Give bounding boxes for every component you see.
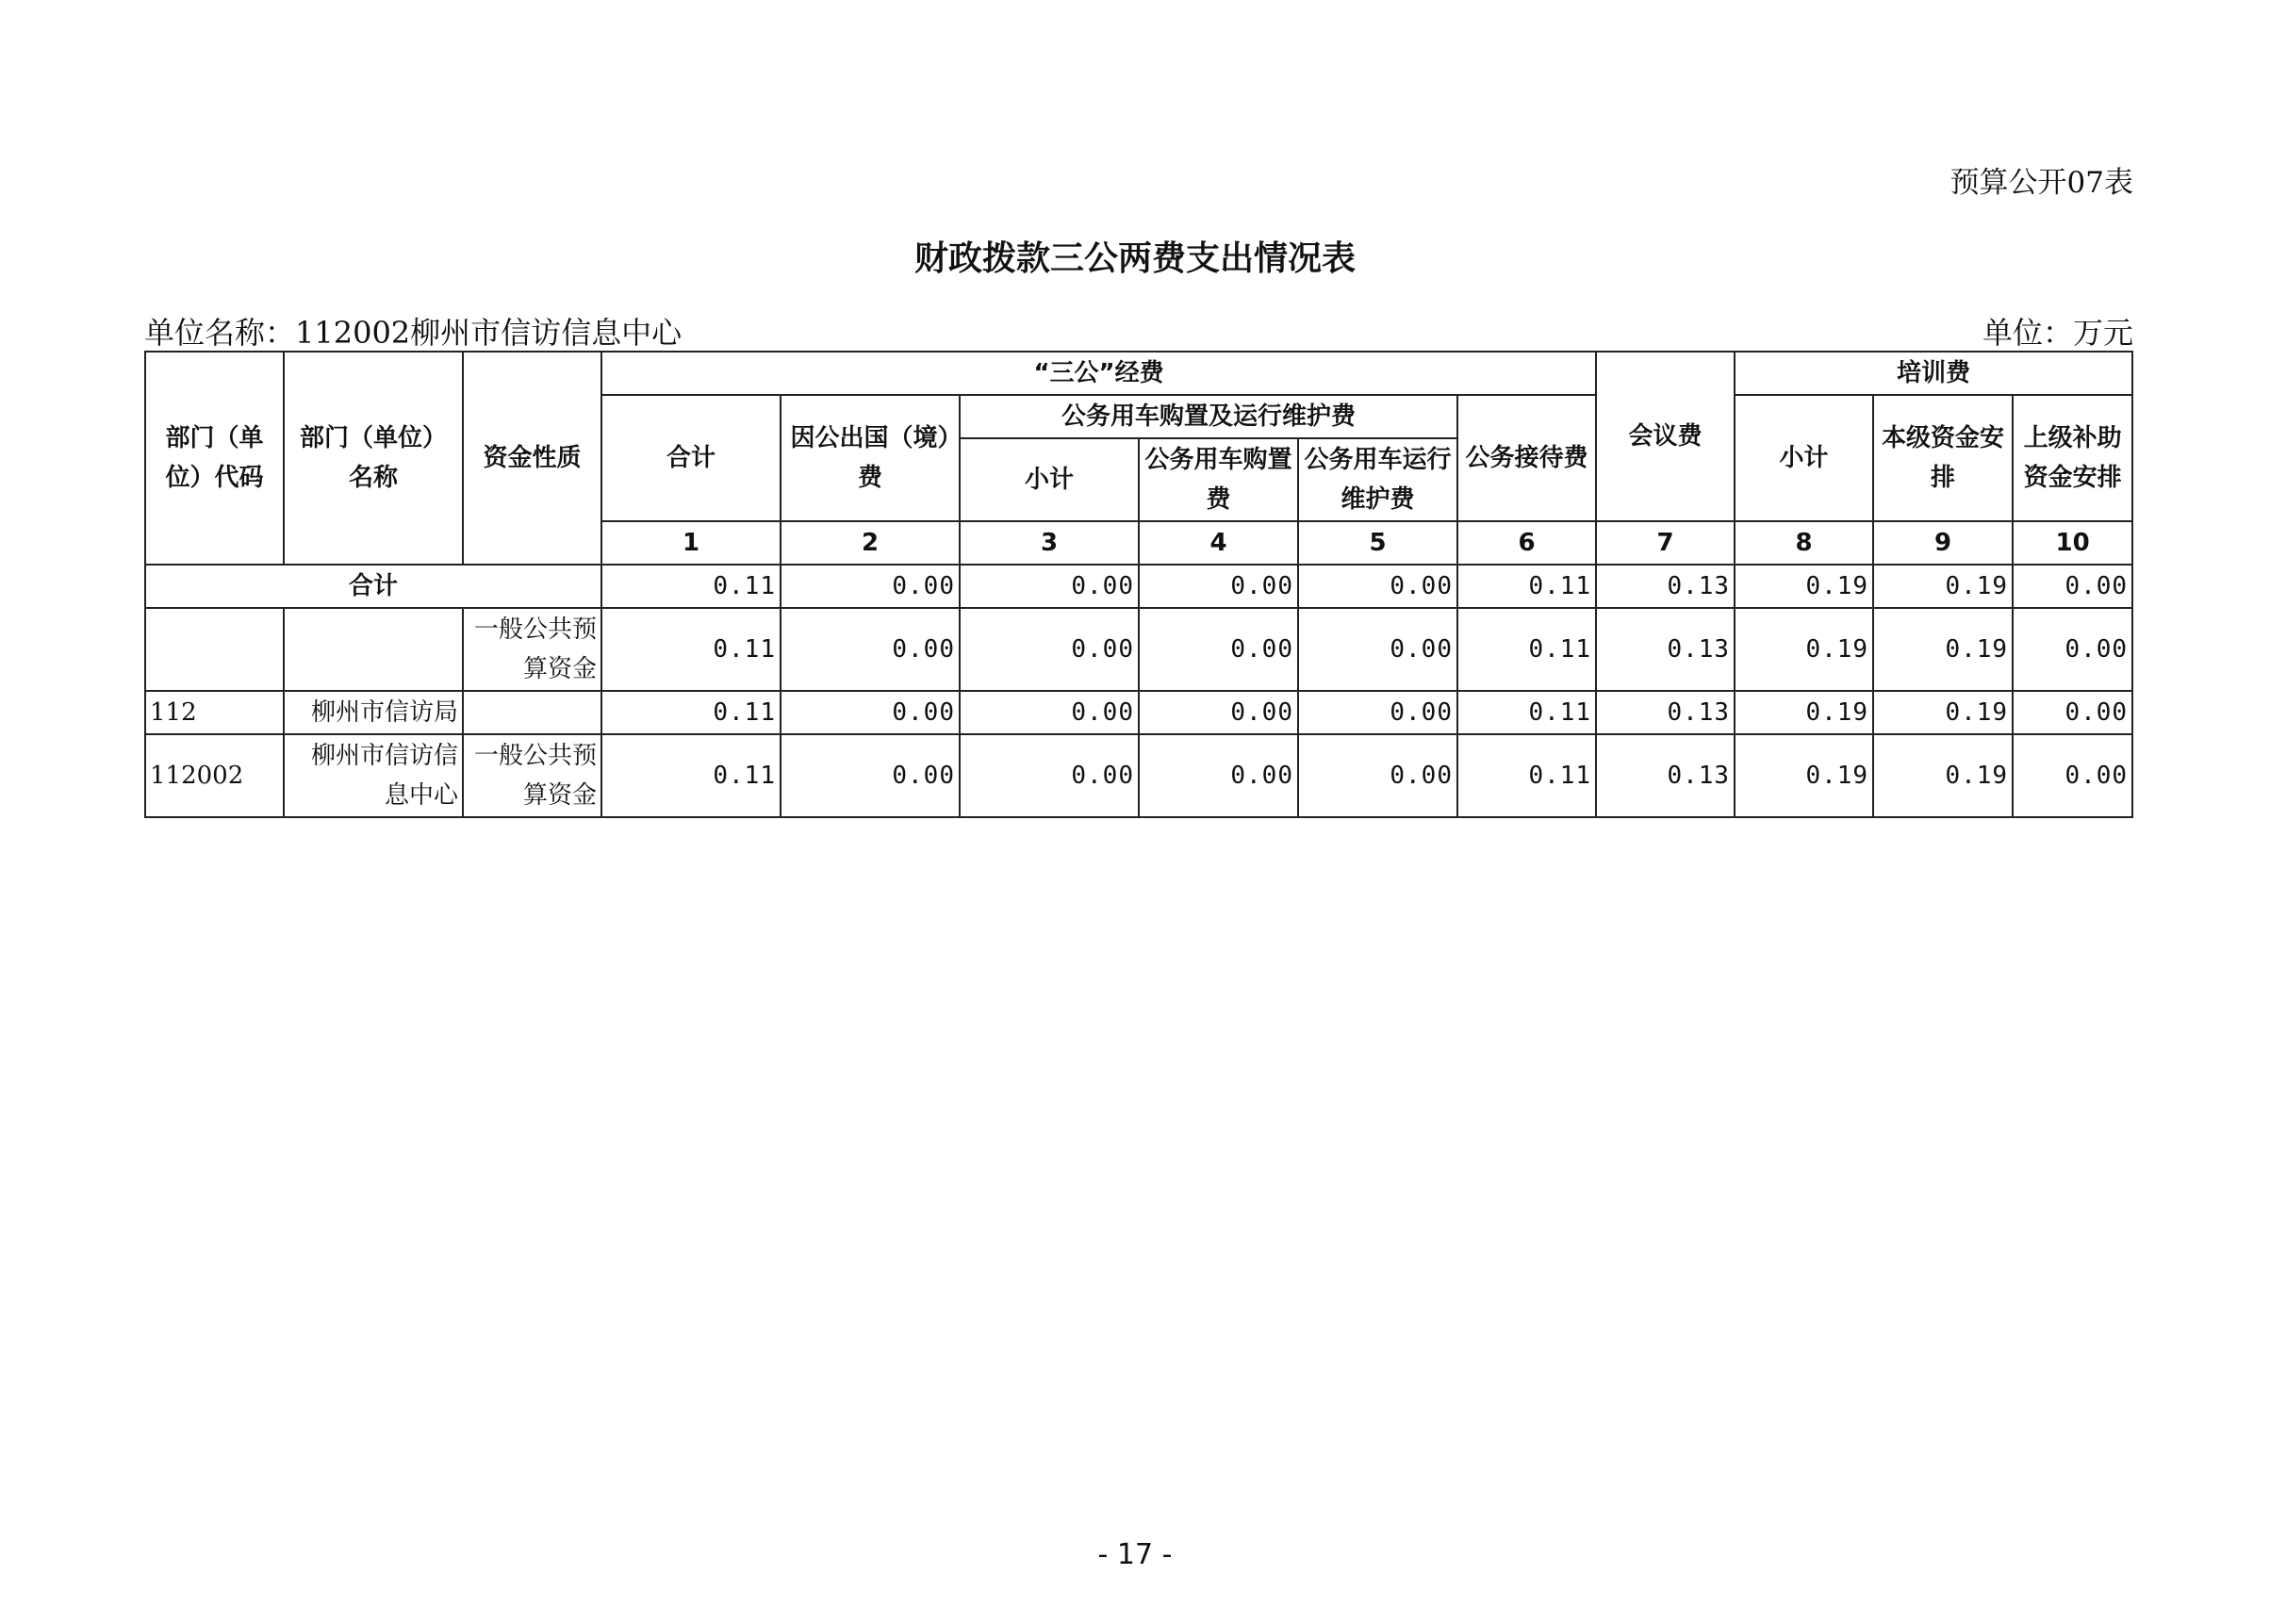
- vehicle-subtotal-header: 小计: [960, 438, 1139, 521]
- table-cell: 0.13: [1596, 734, 1735, 817]
- col-number: 3: [960, 521, 1139, 565]
- table-cell: 0.11: [1457, 734, 1596, 817]
- training-fee-header: 培训费: [1735, 352, 2132, 395]
- col-number: 4: [1139, 521, 1298, 565]
- col-number: 7: [1596, 521, 1735, 565]
- table-cell: 0.11: [601, 608, 781, 691]
- table-cell: 0.11: [1457, 608, 1596, 691]
- table-cell: 0.00: [1298, 565, 1457, 608]
- table-cell: 0.00: [781, 565, 960, 608]
- table-cell: 0.00: [2013, 565, 2132, 608]
- dept-name-cell: 柳州市信访信息中心: [284, 734, 463, 817]
- col-number: 8: [1735, 521, 1873, 565]
- table-cell: 0.00: [1298, 608, 1457, 691]
- meeting-fee-header: 会议费: [1596, 352, 1735, 521]
- table-cell: 0.13: [1596, 691, 1735, 734]
- dept-name-header: 部门（单位）名称: [284, 352, 463, 565]
- col-number: 2: [781, 521, 960, 565]
- table-cell: 0.00: [781, 734, 960, 817]
- table-cell: 0.00: [960, 691, 1139, 734]
- header-row-1: [145, 352, 2132, 395]
- table-cell: 0.00: [960, 565, 1139, 608]
- expense-table: [144, 351, 2133, 818]
- table-cell: 0.11: [601, 734, 781, 817]
- table-cell: 0.19: [1873, 608, 2013, 691]
- table-cell: 0.00: [960, 608, 1139, 691]
- table-cell: 0.00: [2013, 608, 2132, 691]
- training-subtotal-header: 小计: [1735, 395, 1873, 521]
- table-cell: 0.00: [1298, 691, 1457, 734]
- reception-fee-header: 公务接待费: [1457, 395, 1596, 521]
- vehicle-purchase-header: 公务用车购置费: [1139, 438, 1298, 521]
- fund-type-cell: [463, 691, 601, 734]
- fund-type-header: 资金性质: [463, 352, 601, 565]
- total-row-label: 合计: [145, 565, 601, 608]
- table-cell: 0.13: [1596, 608, 1735, 691]
- table-cell: 0.00: [1139, 734, 1298, 817]
- fund-type-cell: 一般公共预算资金: [463, 734, 601, 817]
- table-cell: 0.00: [1139, 608, 1298, 691]
- vehicle-operation-header: 公务用车运行维护费: [1298, 438, 1457, 521]
- dept-code-header: 部门（单位）代码: [145, 352, 284, 565]
- table-row: [145, 691, 2132, 734]
- table-cell: 0.11: [1457, 691, 1596, 734]
- table-cell: 0.19: [1735, 608, 1873, 691]
- dept-code-cell: 112: [145, 691, 284, 734]
- unit-name: 单位名称：112002柳州市信访信息中心: [144, 315, 683, 351]
- currency-unit: 单位：万元: [1982, 315, 2133, 351]
- dept-code-cell: 112002: [145, 734, 284, 817]
- table-row-total: [145, 565, 2132, 608]
- training-upper-header: 上级补助资金安排: [2013, 395, 2132, 521]
- table-cell: 0.00: [1298, 734, 1457, 817]
- table-cell: 0.00: [1139, 691, 1298, 734]
- table-cell: 0.11: [601, 691, 781, 734]
- table-cell: 0.19: [1873, 565, 2013, 608]
- table-row: [145, 608, 2132, 691]
- training-local-header: 本级资金安排: [1873, 395, 2013, 521]
- form-number: 预算公开07表: [1949, 166, 2133, 200]
- vehicle-fee-header: 公务用车购置及运行维护费: [960, 395, 1457, 438]
- sangong-total-header: 合计: [601, 395, 781, 521]
- table-cell: 0.00: [781, 608, 960, 691]
- table-cell: 0.19: [1735, 565, 1873, 608]
- table-cell: 0.00: [2013, 691, 2132, 734]
- table-cell: 0.00: [781, 691, 960, 734]
- abroad-fee-header: 因公出国（境）费: [781, 395, 960, 521]
- table-cell: 0.00: [2013, 734, 2132, 817]
- col-number: 5: [1298, 521, 1457, 565]
- table-cell: 0.19: [1873, 734, 2013, 817]
- table-cell: 0.11: [601, 565, 781, 608]
- table-cell: 0.19: [1735, 691, 1873, 734]
- sangong-header: “三公”经费: [601, 352, 1596, 395]
- col-number: 1: [601, 521, 781, 565]
- table-row: [145, 734, 2132, 817]
- table-cell: 0.19: [1873, 691, 2013, 734]
- dept-code-cell: [145, 608, 284, 691]
- table-cell: 0.00: [960, 734, 1139, 817]
- page-number: - 17 -: [1097, 1538, 1173, 1571]
- table-cell: 0.13: [1596, 565, 1735, 608]
- table-cell: 0.11: [1457, 565, 1596, 608]
- dept-name-cell: [284, 608, 463, 691]
- table-cell: 0.00: [1139, 565, 1298, 608]
- dept-name-cell: 柳州市信访局: [284, 691, 463, 734]
- table-cell: 0.19: [1735, 734, 1873, 817]
- page-title: 财政拨款三公两费支出情况表: [913, 239, 1356, 278]
- col-number: 9: [1873, 521, 2013, 565]
- col-number: 10: [2013, 521, 2132, 565]
- col-number: 6: [1457, 521, 1596, 565]
- fund-type-cell: 一般公共预算资金: [463, 608, 601, 691]
